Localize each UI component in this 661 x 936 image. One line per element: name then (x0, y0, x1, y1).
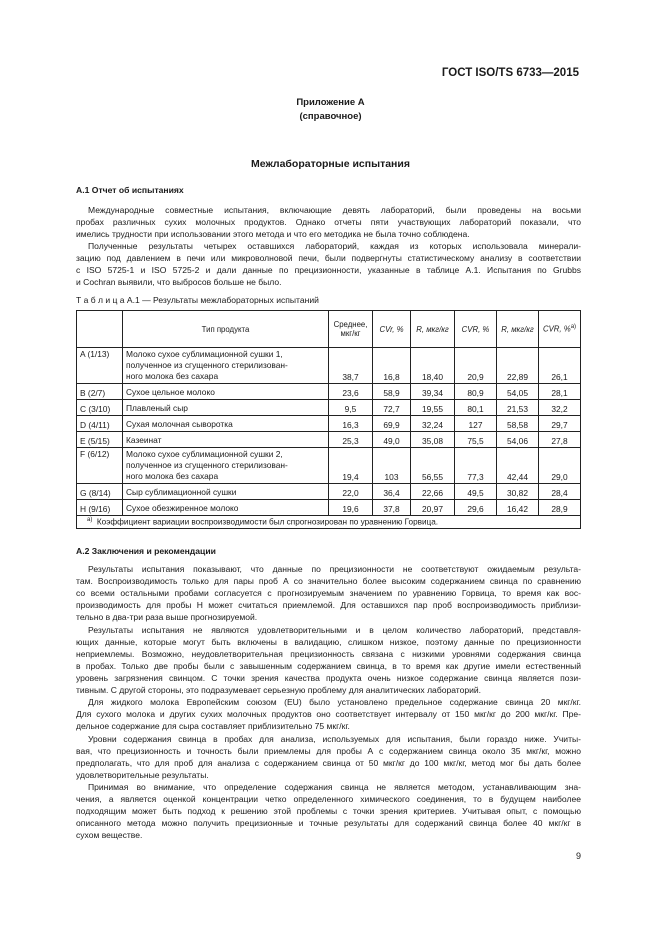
header-cell (497, 311, 539, 348)
product-cell: Плавленый сыр (123, 400, 329, 416)
annex-subtitle: (справочное) (299, 111, 362, 122)
text-line: описанного метода можно получить прецизионные и точные результаты для содержаний свинца более 40 мкг/кг в (76, 818, 581, 829)
product-cell (123, 348, 329, 384)
value-cell: 54,06 (497, 432, 539, 448)
table-row (77, 448, 581, 484)
paragraph-7 (76, 781, 581, 841)
value-cell: 16,42 (497, 500, 539, 516)
table-row (77, 500, 581, 516)
text-line: там. Воспроизводимость только для пары проб А со значительно более высоким содержанием свинца по сравнению (76, 576, 581, 587)
product-line: ного молока без сахара (126, 471, 219, 481)
value-cell: 38,7 (329, 348, 373, 384)
table-row (77, 348, 581, 384)
paragraph-1 (76, 204, 581, 240)
sample-id-cell: H (9/16) (77, 500, 123, 516)
product-cell: Сухое цельное молоко (123, 384, 329, 400)
value-cell: 28,1 (539, 384, 581, 400)
value-cell: 25,3 (329, 432, 373, 448)
text-line: Полученные результаты четырех оставшихся лабораторий, каждая из которых использовала минерали- (88, 241, 581, 251)
header-cell (373, 311, 411, 348)
text-line: имелись трудности при использовании этого метода и что его методика не была точно соблюдена. (76, 229, 470, 240)
sample-id-cell: G (8/14) (77, 484, 123, 500)
text-line: вая, что прецизионность и точность были приемлемы для пробы А с содержанием свинца около 35 мкг/кг, можно (76, 746, 581, 757)
value-cell: 21,53 (497, 400, 539, 416)
table-footnote-row (77, 516, 581, 529)
text-line: пробах различных сухих молочных продуктов. Однако отчеты пяти участвующих лабораторий показали, что (76, 217, 581, 228)
product-line: Молоко сухое сублимационной сушки 1, (126, 349, 283, 359)
value-cell: 32,2 (539, 400, 581, 416)
product-cell: Сухое обезжиренное молоко (123, 500, 329, 516)
text-line: зацию под давлением в печи или микроволновой печи, были подвергнуты статистическому анализу в соответствии (76, 253, 581, 264)
value-cell: 37,8 (373, 500, 411, 516)
paragraph-2 (76, 240, 581, 288)
value-cell: 19,6 (329, 500, 373, 516)
document-code: ГОСТ ISO/TS 6733—2015 (441, 67, 579, 79)
results-table (76, 310, 581, 529)
value-cell: 103 (373, 448, 411, 484)
value-cell: 28,4 (539, 484, 581, 500)
text-line: неприемлемы. Возможно, неудовлетворительная прецизионность связана с низкими уровнями содержания свинца (76, 649, 581, 660)
annex-title: Приложение А (296, 97, 365, 108)
value-cell: 80,1 (455, 400, 497, 416)
sample-id-cell: F (6/12) (77, 448, 123, 484)
value-cell: 16,3 (329, 416, 373, 432)
product-line: полученное из сгущенного стерилизован- (126, 360, 288, 370)
page-number: 9 (575, 851, 581, 861)
product-cell: Сыр сублимационной сушки (123, 484, 329, 500)
section-title: Межлабораторные испытания (251, 158, 410, 170)
sample-id-cell: A (1/13) (77, 348, 123, 384)
sample-id-cell: D (4/11) (77, 416, 123, 432)
footnote-marker: a) (87, 517, 93, 523)
value-cell: 29,7 (539, 416, 581, 432)
header-cell (411, 311, 455, 348)
text-line: Принимая во внимание, что определение содержания свинца не является методом, устанавливающим зна- (88, 782, 581, 792)
table-header-row (77, 311, 581, 348)
value-cell: 26,1 (539, 348, 581, 384)
text-line: чения, а является оценкой концентрации четко определенного химического соединения, то в будущем наиболее (76, 794, 581, 805)
value-cell: 54,05 (497, 384, 539, 400)
sample-id-cell: C (3/10) (77, 400, 123, 416)
text-line: сухом веществе. (76, 830, 143, 841)
value-cell: 22,0 (329, 484, 373, 500)
table-row (77, 400, 581, 416)
value-cell: 127 (455, 416, 497, 432)
text-line: Международные совместные испытания, включающие девять лабораторий, были проведены на восьми (88, 205, 581, 215)
header-text: CVR, % (461, 324, 490, 334)
text-line: Результаты испытания показывают, что данные по прецизионности не соответствуют ожидаемым результа- (88, 564, 581, 574)
value-cell: 19,4 (329, 448, 373, 484)
text-line: с ISO 5725-1 и ISO 5725-2 и дали данные по прецизионности, указанные в таблице А.1. Испытания по Grubbs (76, 265, 581, 276)
value-cell: 80,9 (455, 384, 497, 400)
value-cell: 27,8 (539, 432, 581, 448)
header-cell (455, 311, 497, 348)
value-cell: 49,5 (455, 484, 497, 500)
value-cell: 39,34 (411, 384, 455, 400)
header-text: CVr, % (379, 324, 404, 334)
value-cell: 35,08 (411, 432, 455, 448)
text-line: Для жидкого молока Европейским союзом (EU) было установлено предельное содержание свинца 20 мкг/кг. (88, 697, 581, 707)
value-cell: 77,3 (455, 448, 497, 484)
header-cell: Среднее, мкг/кг (329, 311, 373, 348)
value-cell: 16,8 (373, 348, 411, 384)
value-cell: 22,89 (497, 348, 539, 384)
value-cell: 72,7 (373, 400, 411, 416)
text-line: уровень загрязнения свинцом. С точки зрения качества продукта очень низкое содержание свинца является пози- (76, 673, 581, 684)
text-line: в пробах. Только две пробы были с завышенным содержанием свинца, в то время как другие имели естественный (76, 661, 581, 672)
value-cell: 42,44 (497, 448, 539, 484)
footnote-marker: a) (570, 324, 577, 331)
value-cell: 18,40 (411, 348, 455, 384)
text-line: со всеми остальными пробами согласуется с прогнозируемым значением по уравнению Горвица, то время как вос- (76, 588, 581, 599)
subsection-a1-title: А.1 Отчет об испытаниях (76, 185, 184, 195)
value-cell: 69,9 (373, 416, 411, 432)
paragraph-5 (76, 696, 581, 732)
header-text: CVR, % (542, 324, 571, 334)
header-text: R, мкг/кг (501, 324, 534, 334)
product-line: полученное из сгущенного стерилизован- (126, 460, 288, 470)
product-cell: Сухая молочная сыворотка (123, 416, 329, 432)
value-cell: 58,9 (373, 384, 411, 400)
header-text: R, мкг/кг (416, 324, 449, 334)
table-row (77, 416, 581, 432)
value-cell: 20,97 (411, 500, 455, 516)
value-cell: 29,0 (539, 448, 581, 484)
paragraph-3 (76, 563, 581, 623)
text-line: тельно в два-три раза выше прогнозируемой. (76, 612, 258, 623)
value-cell: 58,58 (497, 416, 539, 432)
footnote-text: Коэффициент вариации воспроизводимости был спрогнозирован по уравнению Горвица. (96, 517, 439, 527)
text-line: производимость для пробы Н может считаться приемлемой. Для оставшихся пар проб воспроизводимость приблизи- (76, 600, 581, 611)
value-cell: 23,6 (329, 384, 373, 400)
value-cell: 20,9 (455, 348, 497, 384)
text-line: предполагать, что для проб для анализа с содержанием свинца от 50 мкг/кг до 100 мкг/кг, метод мог бы дать более (76, 758, 581, 769)
paragraph-4 (76, 624, 581, 697)
text-line: и Cochran выявили, что выбросов больше не было. (76, 277, 282, 288)
annex-heading (0, 96, 661, 124)
value-cell: 9,5 (329, 400, 373, 416)
value-cell: 29,6 (455, 500, 497, 516)
text-line: удовлетворительные результаты. (76, 770, 209, 781)
product-line: ного молока без сахара (126, 371, 219, 381)
value-cell: 19,55 (411, 400, 455, 416)
sample-id-cell: E (5/15) (77, 432, 123, 448)
product-cell: Казеинат (123, 432, 329, 448)
text-line: дельное содержание для сыра составляет приблизительно 75 мкг/кг. (76, 721, 350, 732)
text-line: Результаты испытания не являются удовлетворительными и в целом количество лабораторий, представля- (88, 625, 581, 635)
text-line: тивным. С другой стороны, это подразумевает серьезную проблему для аналитических лабораторий. (76, 685, 482, 696)
paragraph-6 (76, 733, 581, 781)
text-line: подходящим может быть подход к решению этой проблемы с точки зрения критериев. Учитывая опыт, с помощью (76, 806, 581, 817)
subsection-a2-title: А.2 Заключения и рекомендации (76, 546, 216, 556)
value-cell: 75,5 (455, 432, 497, 448)
header-cell (539, 311, 581, 348)
table-row (77, 384, 581, 400)
header-cell: Тип продукта (123, 311, 329, 348)
value-cell: 32,24 (411, 416, 455, 432)
text-line: Для сухого молока и других сухих молочных продуктов оно соответствует интервалу от 150 мкг/кг до 200 мкг/кг. Пре- (76, 709, 581, 720)
table-footnote (77, 516, 581, 529)
value-cell: 30,82 (497, 484, 539, 500)
table-row (77, 432, 581, 448)
value-cell: 36,4 (373, 484, 411, 500)
header-cell (77, 311, 123, 348)
product-cell (123, 448, 329, 484)
sample-id-cell: B (2/7) (77, 384, 123, 400)
text-line: Уровни содержания свинца в пробах для анализа, используемых для испытания, были гораздо ниже. Учиты- (88, 734, 581, 744)
text-line: ющих данные, которые могут быть включены в валидацию, слишком низкое, поэтому данные по прецизионности (76, 637, 581, 648)
value-cell: 28,9 (539, 500, 581, 516)
product-line: Молоко сухое сублимационной сушки 2, (126, 449, 283, 459)
table-row (77, 484, 581, 500)
table-caption: Т а б л и ц а А.1 — Результаты межлабораторных испытаний (76, 295, 319, 305)
value-cell: 49,0 (373, 432, 411, 448)
value-cell: 56,55 (411, 448, 455, 484)
value-cell: 22,66 (411, 484, 455, 500)
